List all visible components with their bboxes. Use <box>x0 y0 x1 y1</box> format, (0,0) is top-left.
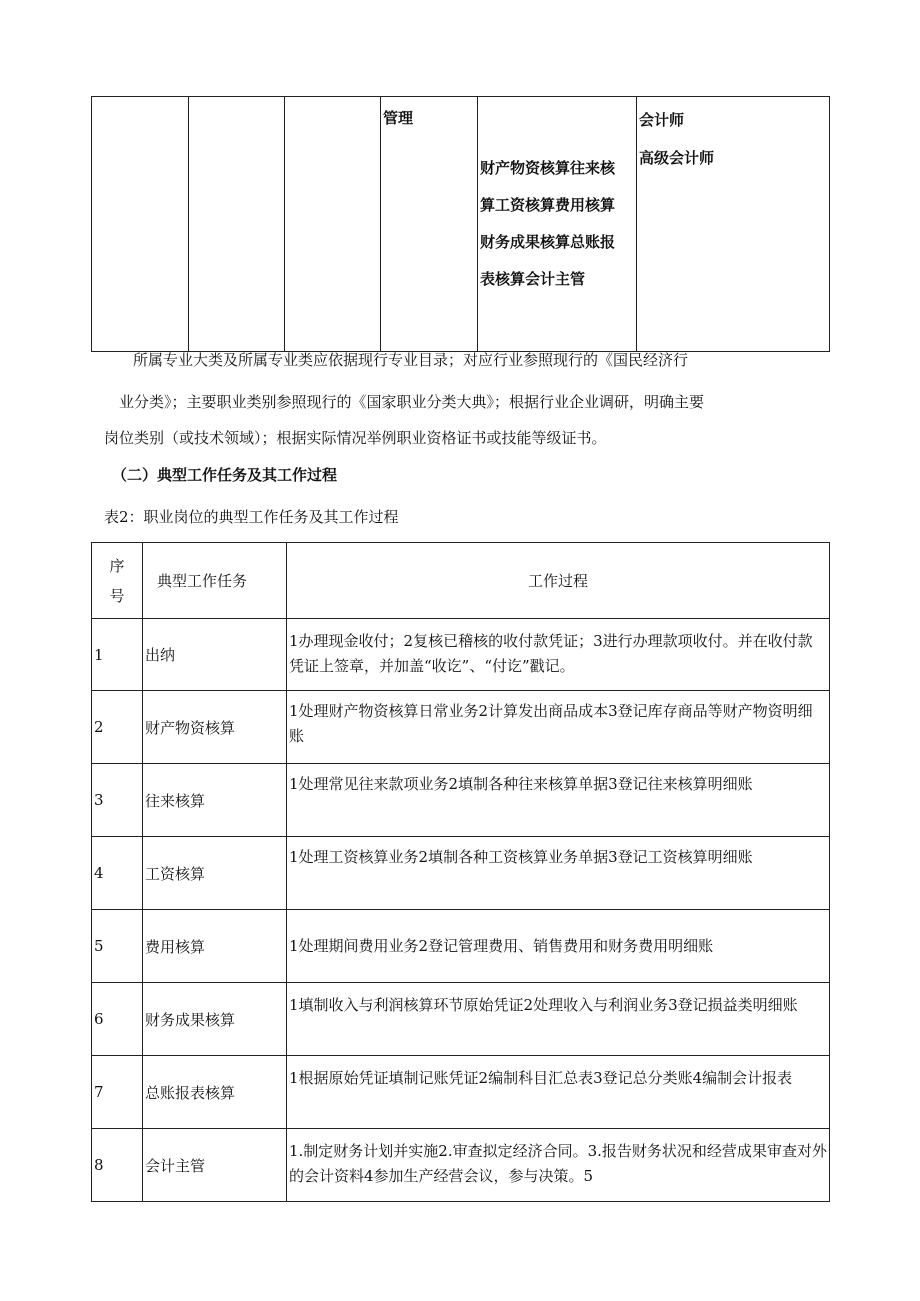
row-no: 5 <box>92 910 143 983</box>
row-task: 总账报表核算 <box>143 1056 287 1129</box>
table-row <box>92 910 830 983</box>
jobs-line: 财产物资核算往来核 <box>480 159 616 177</box>
table-row <box>92 1056 830 1129</box>
management-cell <box>381 97 478 352</box>
note-line-2: 业分类》；主要职业类别参照现行的《国家职业分类大典》；根据行业企业调研，明确主要 <box>119 393 705 411</box>
job-position-table-continuation <box>91 96 830 352</box>
row-process: 1办理现金收付；2复核已稽核的收付款凭证；3进行办理款项收付。并在收付款凭证上签章，并加盖“收讫”、“付讫”戳记。 <box>287 619 830 691</box>
row-task: 往来核算 <box>143 764 287 837</box>
row-process: 1处理期间费用业务2登记管理费用、销售费用和财务费用明细账 <box>287 910 830 983</box>
header-no: 序 号 <box>92 543 143 619</box>
header-process: 工作过程 <box>287 543 830 619</box>
table-row <box>92 764 830 837</box>
empty-cell <box>92 97 189 352</box>
row-task: 出纳 <box>143 619 287 691</box>
row-no: 3 <box>92 764 143 837</box>
row-process: 1处理财产物资核算日常业务2计算发出商品成本3登记库存商品等财产物资明细账 <box>287 691 830 764</box>
row-no: 7 <box>92 1056 143 1129</box>
management-text: 管理 <box>383 109 414 127</box>
row-task: 费用核算 <box>143 910 287 983</box>
empty-cell <box>189 97 285 352</box>
jobs-line: 算工资核算费用核算 <box>480 196 616 214</box>
row-task: 财务成果核算 <box>143 983 287 1056</box>
table-header-row <box>92 543 830 619</box>
row-no: 2 <box>92 691 143 764</box>
certificates-cell <box>637 97 830 352</box>
typical-tasks-table <box>91 542 830 1202</box>
note-line-1: 所属专业大类及所属专业类应依据现行专业目录；对应行业参照现行的《国民经济行 <box>133 351 689 369</box>
certificate-item: 高级会计师 <box>639 149 715 167</box>
row-process: 1.制定财务计划并实施2.审查拟定经济合同。3.报告财务状况和经营成果审查对外的会计资料4参加生产经营会议，参与决策。5 <box>287 1129 830 1202</box>
row-process: 1处理常见往来款项业务2填制各种往来核算单据3登记往来核算明细账 <box>287 764 830 837</box>
section-heading: （二）典型工作任务及其工作过程 <box>112 466 338 484</box>
table-caption: 表2：职业岗位的典型工作任务及其工作过程 <box>104 508 399 526</box>
row-task: 会计主管 <box>143 1129 287 1202</box>
row-task: 工资核算 <box>143 837 287 910</box>
table-row <box>92 619 830 691</box>
row-no: 8 <box>92 1129 143 1202</box>
table-row <box>92 837 830 910</box>
note-line-3: 岗位类别（或技术领域）；根据实际情况举例职业资格证书或技能等级证书。 <box>104 429 607 447</box>
table-row <box>92 691 830 764</box>
jobs-line: 财务成果核算总账报 <box>480 233 616 251</box>
jobs-cell <box>478 97 637 352</box>
table-row <box>92 983 830 1056</box>
row-process: 1填制收入与利润核算环节原始凭证2处理收入与利润业务3登记损益类明细账 <box>287 983 830 1056</box>
row-no: 6 <box>92 983 143 1056</box>
row-no: 1 <box>92 619 143 691</box>
row-no: 4 <box>92 837 143 910</box>
empty-cell <box>285 97 381 352</box>
row-process: 1处理工资核算业务2填制各种工资核算业务单据3登记工资核算明细账 <box>287 837 830 910</box>
certificate-item: 会计师 <box>639 111 685 129</box>
header-task: 典型工作任务 <box>143 543 287 619</box>
row-process: 1根据原始凭证填制记账凭证2编制科目汇总表3登记总分类账4编制会计报表 <box>287 1056 830 1129</box>
row-task: 财产物资核算 <box>143 691 287 764</box>
jobs-line: 表核算会计主管 <box>480 270 586 288</box>
table-row <box>92 1129 830 1202</box>
